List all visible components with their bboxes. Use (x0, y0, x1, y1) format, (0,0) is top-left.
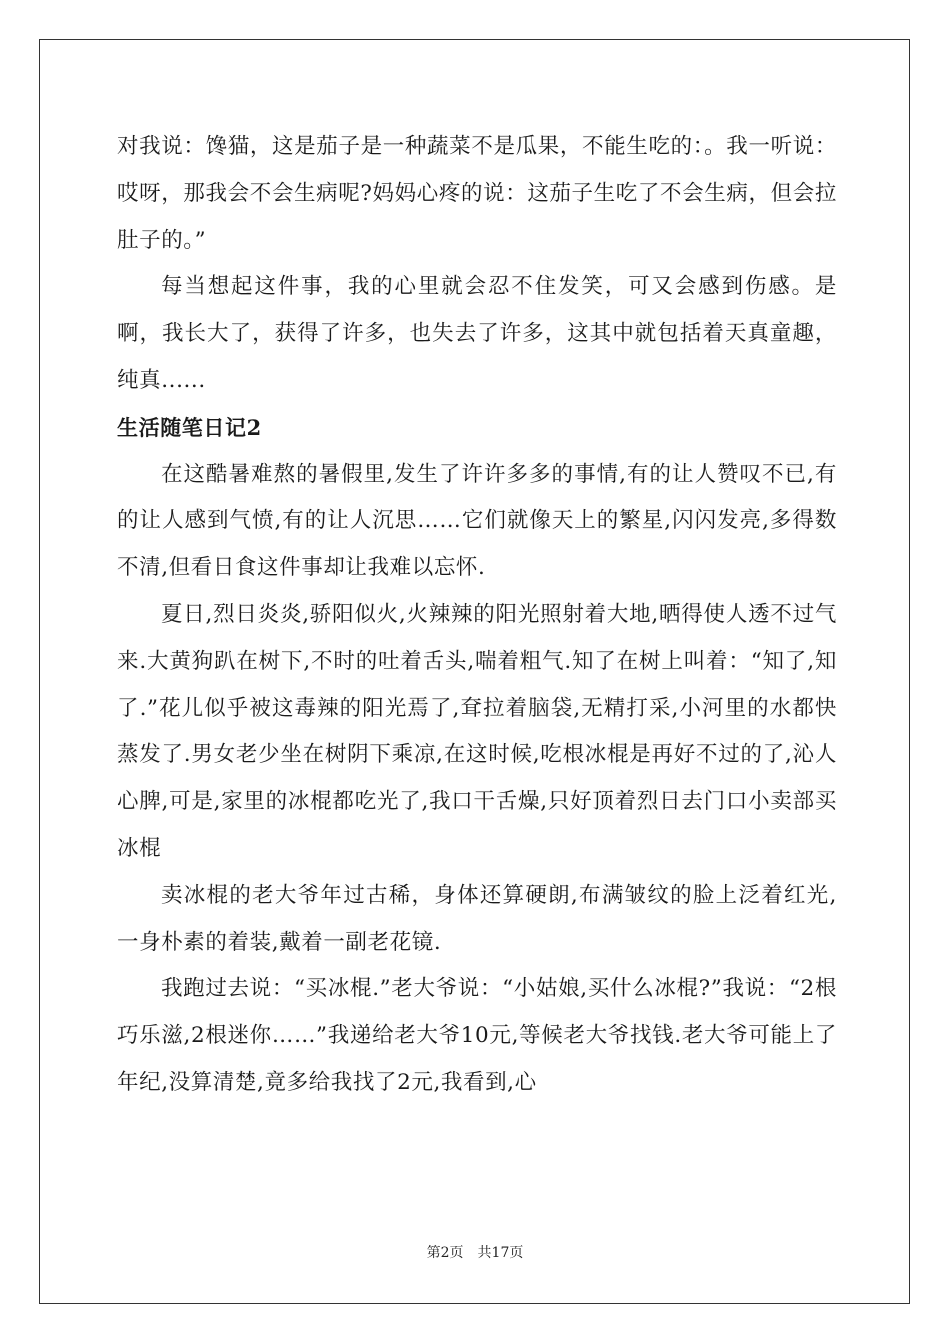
paragraph-2: 每当想起这件事，我的心里就会忍不住发笑，可又会感到伤感。是啊，我长大了，获得了许多，也失去了许多，这其中就包括着天真童趣，纯真...... (117, 274, 837, 393)
paragraph-4: 夏日,烈日炎炎,骄阳似火,火辣辣的阳光照射着大地,晒得使人透不过气来.大黄狗趴在树下,不时的吐着舌头,喘着粗气.知了在树上叫着：“知了,知了.”花儿似乎被这毒辣的阳光焉了,耷拉着脑袋,无精打采,小河里的水都快蒸发了.男女老少坐在树阴下乘凉,在这时候,吃根冰棍是再好不过的了,沁人心脾,可是,家里的冰棍都吃光了,我口干舌燥,只好顶着烈日去门口小卖部买冰棍 (117, 601, 837, 861)
paragraph-5: 卖冰棍的老大爷年过古稀，身体还算硬朗,布满皱纹的脸上泛着红光,一身朴素的着装,戴着一副老花镜. (117, 882, 837, 955)
document-body (117, 124, 837, 1107)
paragraph-3: 在这酷暑难熬的暑假里,发生了许许多多的事情,有的让人赞叹不已,有的让人感到气愤,有的让人沉思……它们就像天上的繁星,闪闪发亮,多得数不清,但看日食这件事却让我难以忘怀. (117, 461, 837, 581)
page-footer (0, 1242, 950, 1262)
paragraph-6: 我跑过去说：“买冰棍.”老大爷说：“小姑娘,买什么冰棍?”我说：“2根巧乐滋,2根迷你……”我递给老大爷10元,等候老大爷找钱.老大爷可能上了年纪,没算清楚,竟多给我找了2元,我看到,心 (117, 976, 837, 1095)
paragraph-1: 对我说：馋猫，这是茄子是一种蔬菜不是瓜果，不能生吃的：。我一听说：哎呀，那我会不会生病呢?妈妈心疼的说：这茄子生吃了不会生病，但会拉肚子的。” (117, 134, 837, 253)
section-heading: 生活随笔日记2 (117, 414, 262, 440)
page-total: 共17页 (477, 1245, 524, 1261)
page-number: 第2页 (426, 1245, 464, 1261)
